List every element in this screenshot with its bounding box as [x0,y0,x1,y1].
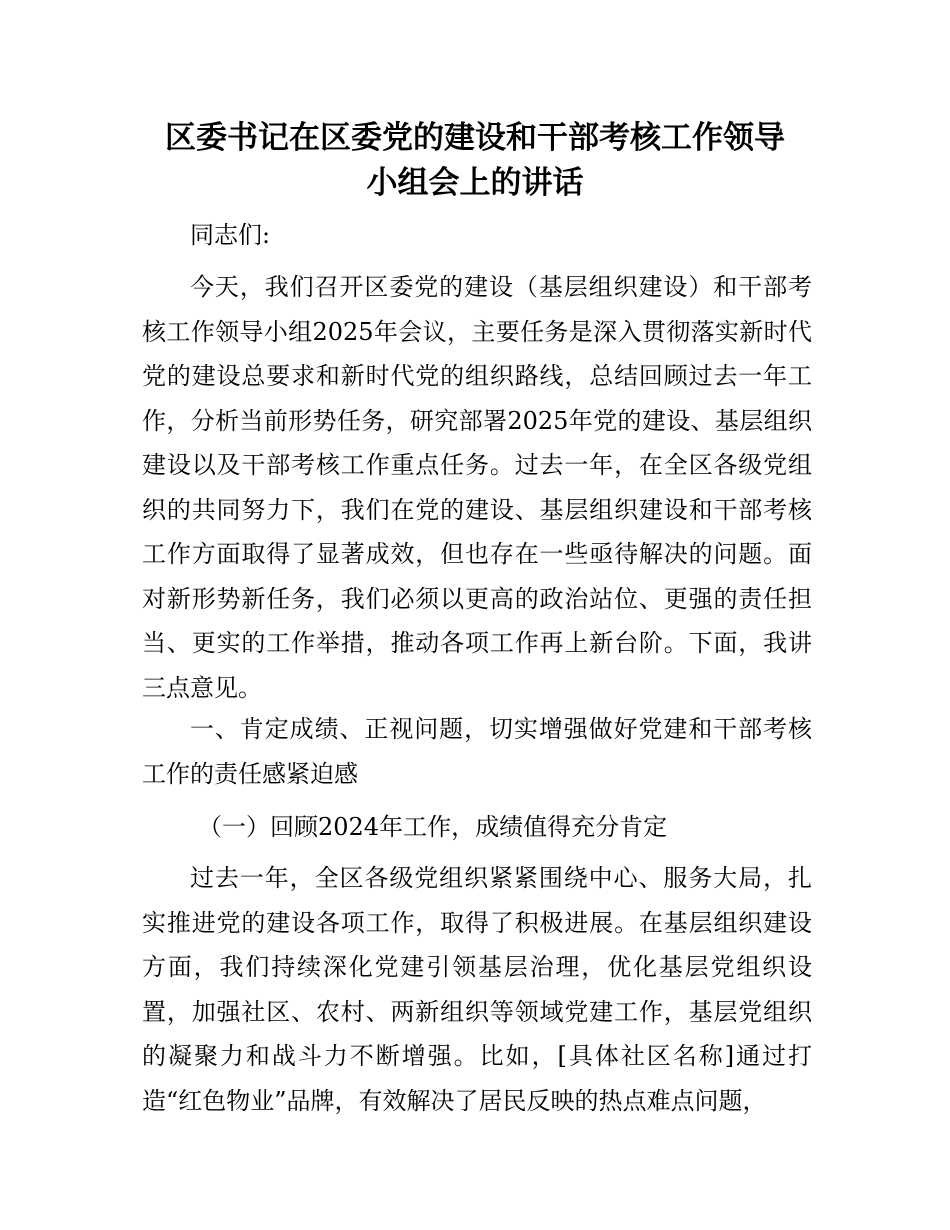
document-title-line-1: 区委书记在区委党的建设和干部考核工作领导 [165,120,785,156]
review-paragraph: 过去一年，全区各级党组织紧紧围绕中心、服务大局，扎实推进党的建设各项工作，取得了积极进展。在基层组织建设方面，我们持续深化党建引领基层治理，优化基层党组织设置，加强社区、农村、两新组织等领域党建工作，基层党组织的凝聚力和战斗力不断增强。比如，[具体社区名称]通过打造“红色物业”品牌，有效解决了居民反映的热点难点问题， [142,864,812,1115]
document-title-line-2: 小组会上的讲话 [366,165,584,201]
greeting: 同志们: [190,221,271,249]
section-heading-1: 一、肯定成绩、正视问题，切实增强做好党建和干部考核工作的责任感紧迫感 [142,715,812,788]
subsection-heading-1: （一）回顾2024年工作，成绩值得充分肯定 [198,813,668,841]
intro-paragraph: 今天，我们召开区委党的建设（基层组织建设）和干部考核工作领导小组2025年会议，主要任务是深入贯彻落实新时代党的建设总要求和新时代党的组织路线，总结回顾过去一年工作，分析当前形势任务，研究部署2025年党的建设、基层组织建设以及干部考核工作重点任务。过去一年，在全区各级党组织的共同努力下，我们在党的建设、基层组织建设和干部考核工作方面取得了显著成效，但也存在一些亟待解决的问题。面对新形势新任务，我们必须以更高的政治站位、更强的责任担当、更实的工作举措，推动各项工作再上新台阶。下面，我讲三点意见。 [142,273,812,702]
